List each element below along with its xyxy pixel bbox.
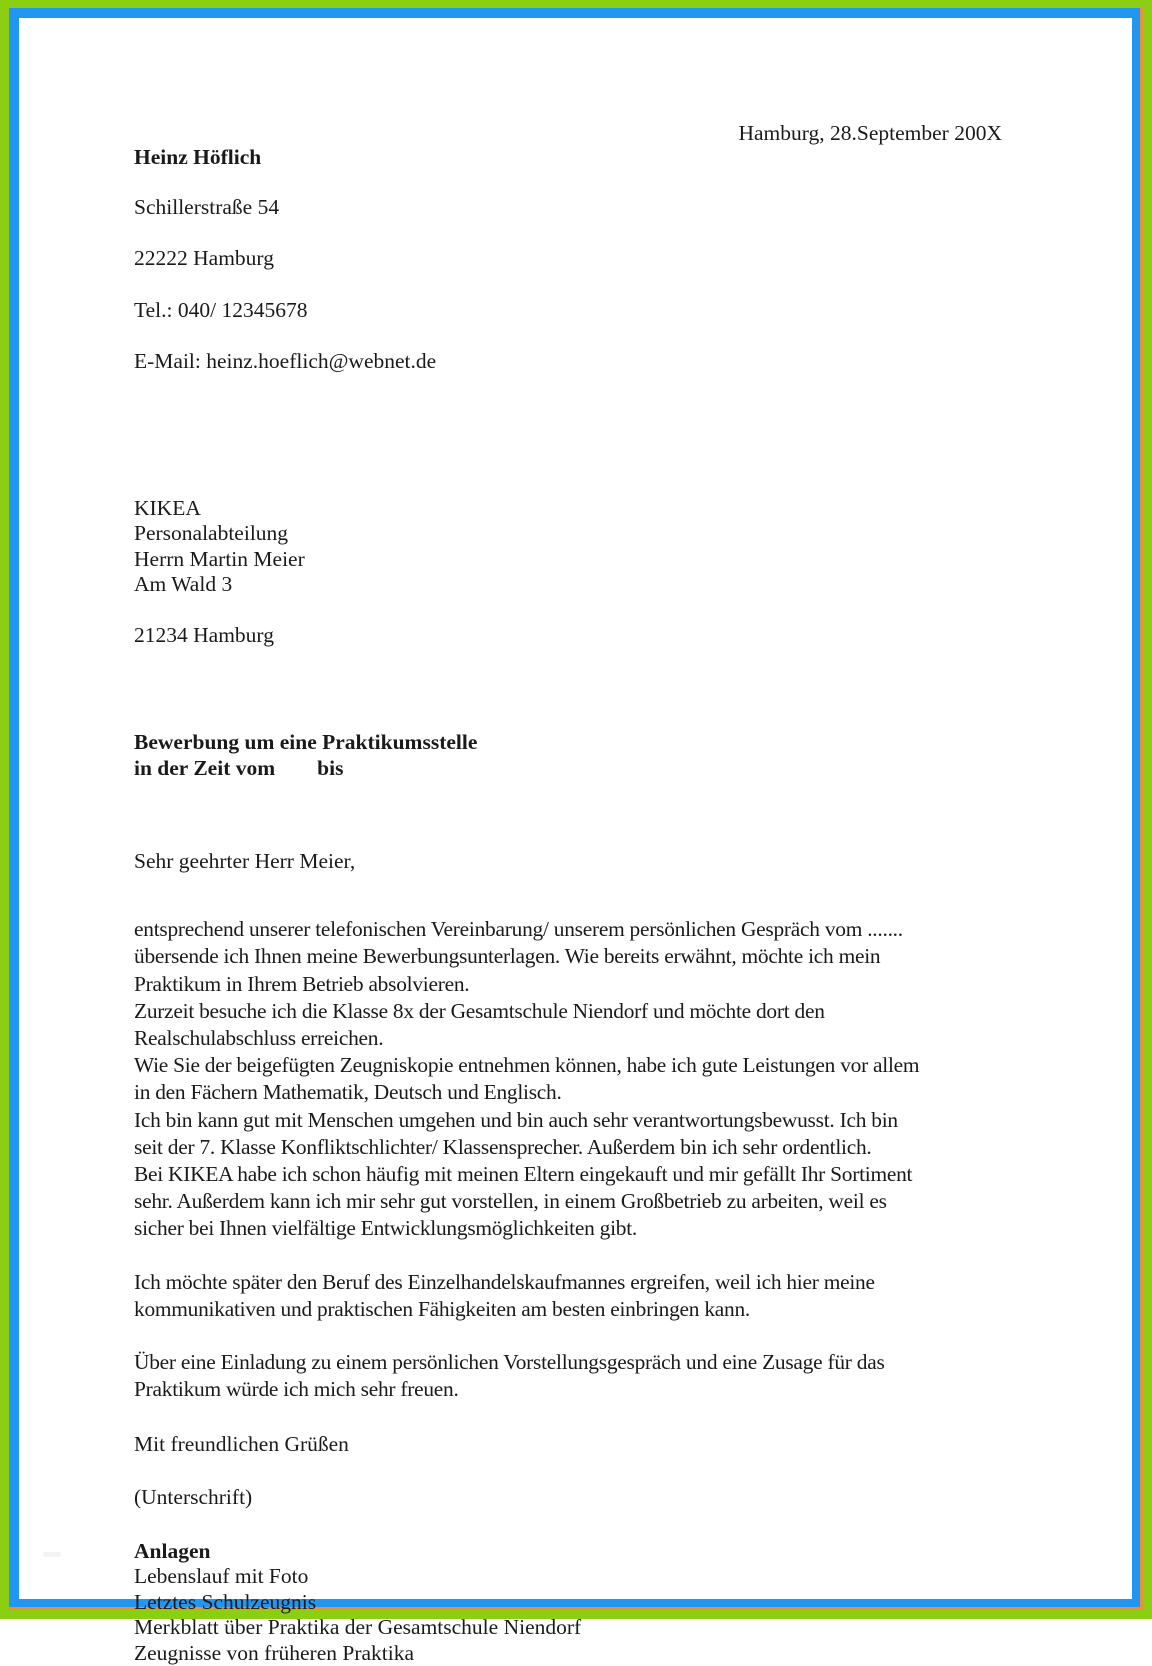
signature-placeholder: (Unterschrift) [134,1485,253,1510]
closing-phrase: Mit freundlichen Grüßen [134,1432,349,1457]
sender-address-block [134,118,436,400]
subject-block [134,730,1054,781]
body-line: sehr. Außerdem kann ich mir sehr gut vorstellen, in einem Großbetrieb zu arbeiten, weil es [134,1189,887,1214]
body-line: übersende ich Ihnen meine Bewerbungsunterlagen. Wie bereits erwähnt, möchte ich mein [134,944,881,969]
attachment-item: Letztes Schulzeugnis [134,1589,317,1614]
body-line: Ich möchte später den Beruf des Einzelhandelskaufmannes ergreifen, weil ich hier meine [134,1269,875,1294]
attachment-item: Lebenslauf mit Foto [134,1564,309,1589]
attachment-item: Merkblatt über Praktika der Gesamtschule Niendorf [134,1615,582,1640]
recipient-address-block [134,496,1054,648]
body-line: Über eine Einladung zu einem persönlichen Vorstellungsgespräch und eine Zusage für das [134,1350,885,1374]
body-line: sicher bei Ihnen vielfältige Entwicklungsmöglichkeiten gibt. [134,1216,637,1241]
body-paragraph [134,916,1054,1242]
letter-date: Hamburg, 28.September 200X [738,121,1002,145]
recipient-street: Am Wald 3 [134,572,233,597]
body-line: entsprechend unserer telefonischen Vereinbarung/ unserem persönlichen Gespräch vom ....... [134,917,903,942]
cover-letter-document [19,18,1132,1665]
letterhead-row [134,118,1054,400]
body-paragraph [134,1349,1054,1403]
sender-phone: Tel.: 040/ 12345678 [134,297,308,322]
body-paragraph [134,1269,1054,1323]
body-line: Wie Sie der beigefügten Zeugniskopie entnehmen können, habe ich gute Leistungen vor allem [134,1053,920,1078]
recipient-city: 21234 Hamburg [134,622,274,647]
body-line: Zurzeit besuche ich die Klasse 8x der Gesamtschule Niendorf und möchte dort den [134,998,825,1023]
recipient-department: Personalabteilung [134,521,289,546]
body-line: in den Fächern Mathematik, Deutsch und Englisch. [134,1080,562,1105]
letter-body [134,916,1054,1403]
subject-line-1: Bewerbung um eine Praktikumsstelle [134,729,478,754]
attachment-item: Zeugnisse von früheren Praktika [134,1640,415,1665]
sender-city: 22222 Hamburg [134,246,274,271]
sender-street: Schillerstraße 54 [134,195,280,220]
body-line: Praktikum in Ihrem Betrieb absolvieren. [134,971,470,996]
scan-artifact [43,1552,61,1557]
subject-period-from: in der Zeit vom [134,755,276,780]
attachments-block [134,1538,1054,1666]
subject-line-2 [134,756,1054,782]
body-line: Ich bin kann gut mit Menschen umgehen und bin auch sehr verantwortungsbewusst. Ich bin [134,1107,898,1132]
body-line: kommunikativen und praktischen Fähigkeiten am besten einbringen kann. [134,1296,750,1321]
body-line: seit der 7. Klasse Konfliktschlichter/ Klassensprecher. Außerdem bin ich sehr ordentlich. [134,1134,872,1159]
sender-name: Heinz Höflich [134,144,262,169]
subject-period-to: bis [317,755,344,780]
recipient-person: Herrn Martin Meier [134,546,305,571]
recipient-company: KIKEA [134,495,201,520]
sender-email: E-Mail: heinz.hoeflich@webnet.de [134,348,437,373]
attachments-title: Anlagen [134,1539,211,1564]
body-line: Realschulabschluss erreichen. [134,1025,384,1050]
letter-sheet [19,18,1132,1665]
body-line: Bei KIKEA habe ich schon häufig mit meinen Eltern eingekauft und mir gefällt Ihr Sortiment [134,1161,913,1186]
salutation: Sehr geehrter Herr Meier, [134,849,356,874]
body-line: Praktikum würde ich mich sehr freuen. [134,1377,459,1402]
